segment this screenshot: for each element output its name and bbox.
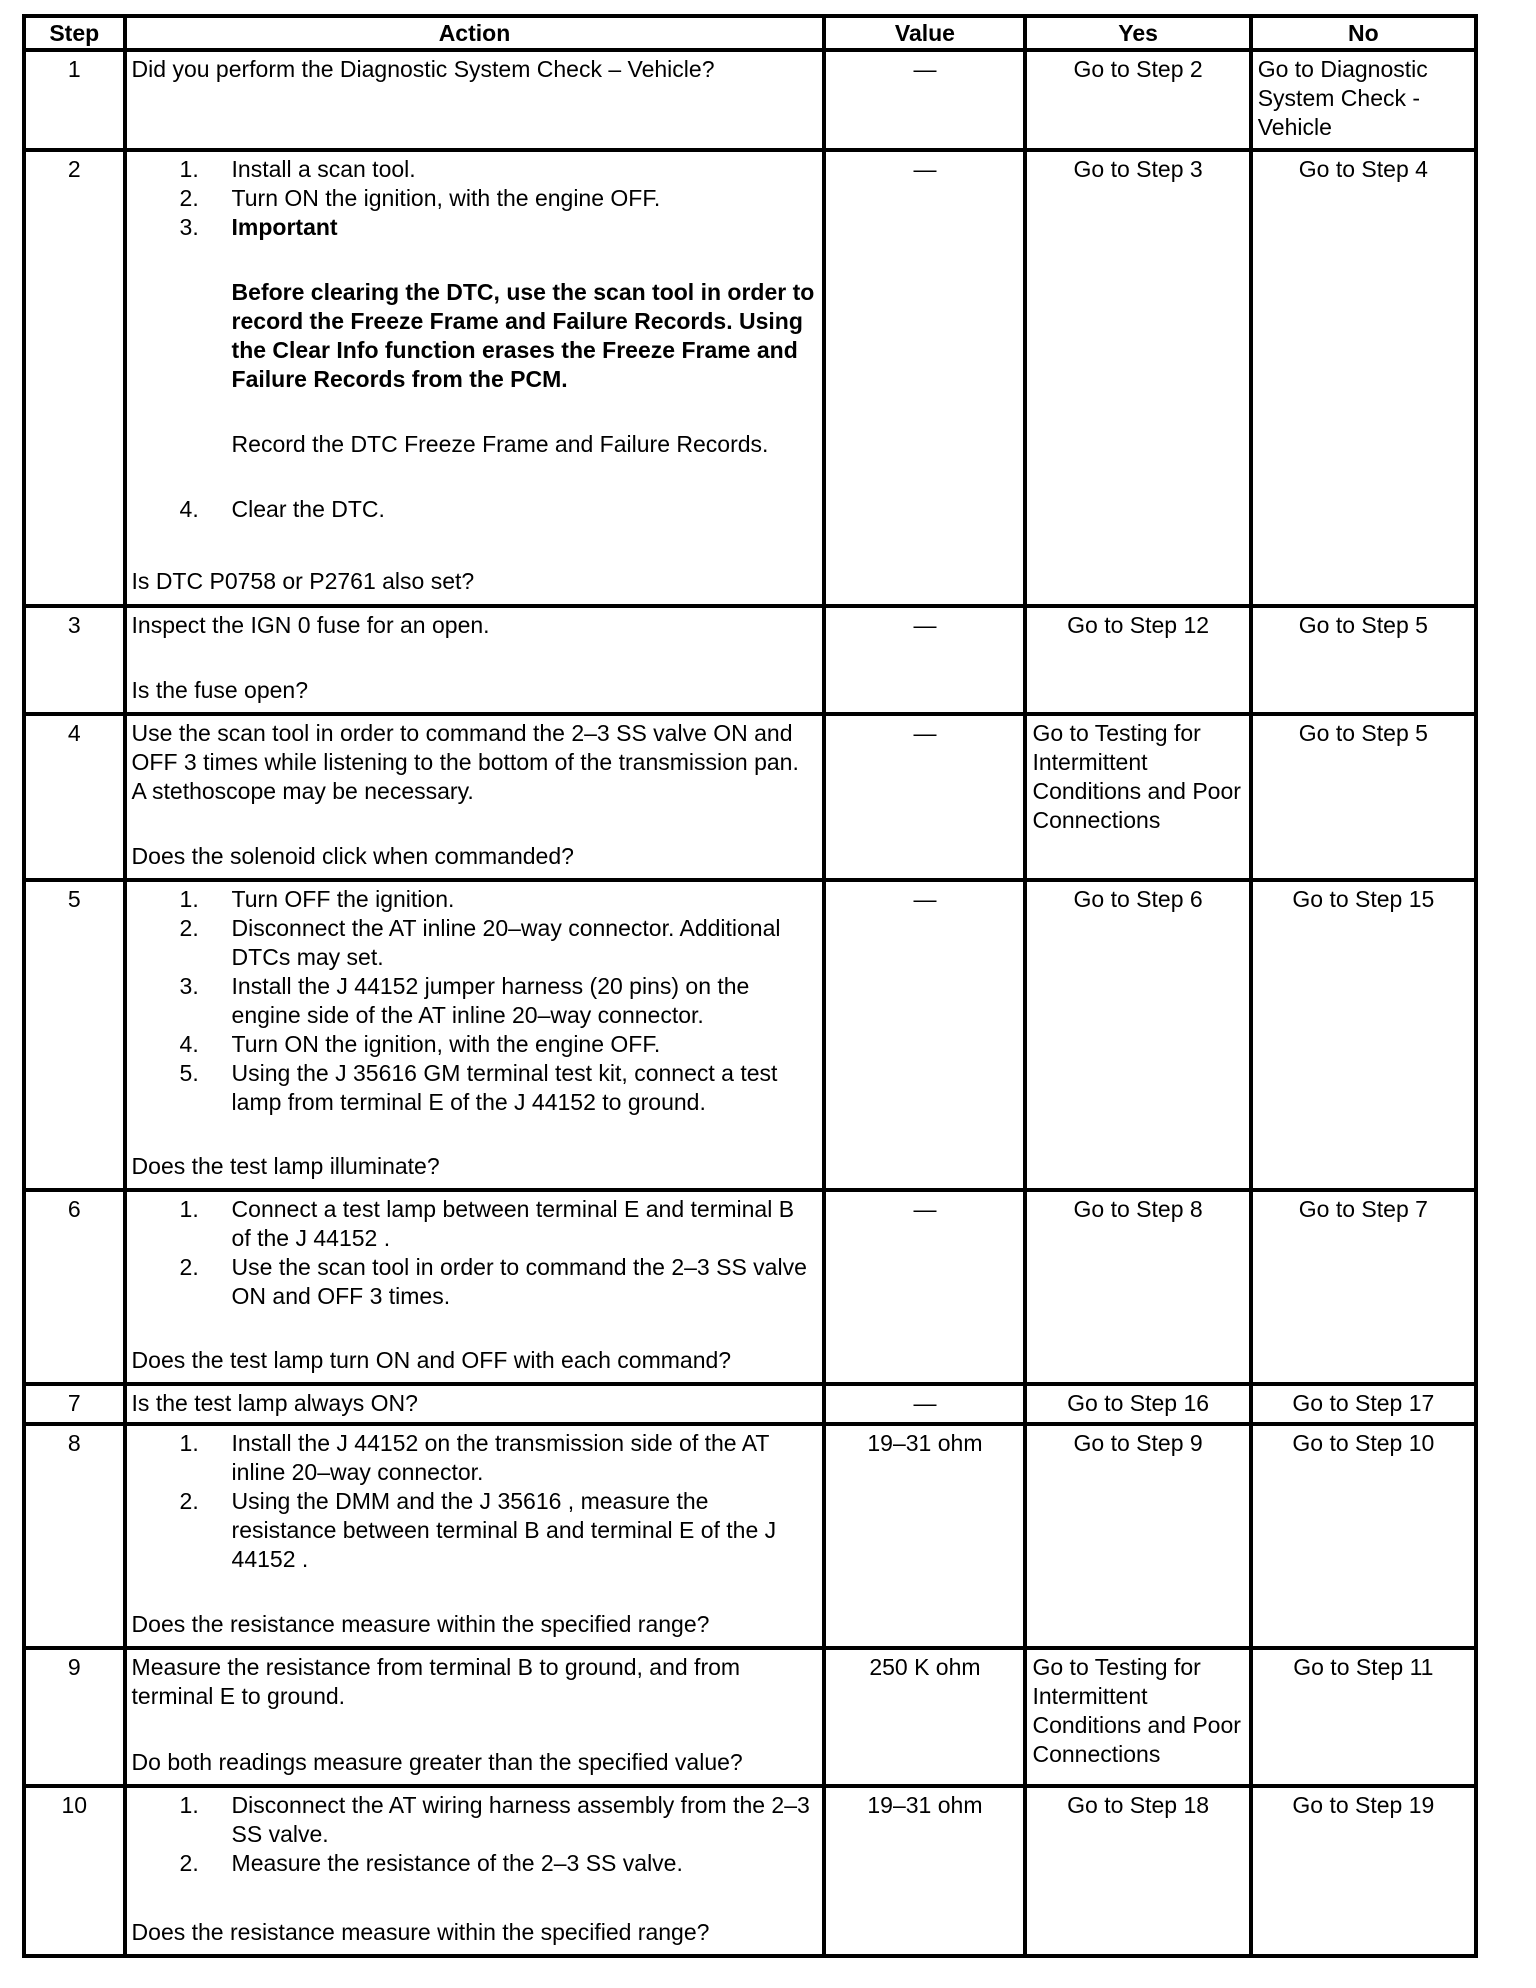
list-item: 2. Disconnect the AT inline 20–way connector. Additional DTCs may set. xyxy=(179,915,781,970)
action-text: Is the test lamp always ON? xyxy=(125,1384,825,1424)
step-number: 5 xyxy=(24,880,125,1190)
list-item: 1. Turn OFF the ignition. xyxy=(179,886,455,912)
action-steps xyxy=(132,885,818,1117)
no-cell: Go to Step 5 xyxy=(1251,606,1476,714)
list-item: 4. Clear the DTC. xyxy=(179,496,385,522)
action-cell xyxy=(125,880,825,1190)
table-row xyxy=(24,1648,1476,1786)
action-text: Did you perform the Diagnostic System Check – Vehicle? xyxy=(125,50,825,150)
step-number: 10 xyxy=(24,1786,125,1956)
no-cell: Go to Step 4 xyxy=(1251,150,1476,606)
list-item: 3. Important Before clearing the DTC, use the scan tool in order to record the Freeze Frame and Failure Records. Using the Clear Info function erases the Freeze Frame and Failure Records from the PCM. Record the DTC Freeze Frame and Failure Records. xyxy=(132,213,818,459)
action-steps xyxy=(132,1791,818,1878)
action-cell xyxy=(125,150,825,606)
step-number: 7 xyxy=(24,1384,125,1424)
no-cell: Go to Step 19 xyxy=(1251,1786,1476,1956)
table-row xyxy=(24,880,1476,1190)
table-row xyxy=(24,1190,1476,1384)
action-question: Is DTC P0758 or P2761 also set? xyxy=(131,568,475,594)
list-item: 3. Install the J 44152 jumper harness (20 pins) on the engine side of the AT inline 20–way connector. xyxy=(179,973,750,1028)
value-cell: — xyxy=(824,606,1025,714)
table-row xyxy=(24,1786,1476,1956)
action-cell xyxy=(125,1786,825,1956)
value-cell: 250 K ohm xyxy=(824,1648,1025,1786)
list-item: 2. Use the scan tool in order to command the 2–3 SS valve ON and OFF 3 times. xyxy=(179,1254,807,1309)
list-item: 4. Turn ON the ignition, with the engine OFF. xyxy=(179,1031,661,1057)
header-row xyxy=(24,16,1476,50)
list-item: 1. Install the J 44152 on the transmission side of the AT inline 20–way connector. xyxy=(179,1430,769,1485)
yes-cell: Go to Testing for Intermittent Conditions and Poor Connections xyxy=(1025,714,1250,880)
header-step: Step xyxy=(24,16,125,50)
table-row xyxy=(24,714,1476,880)
action-cell xyxy=(125,1648,825,1786)
table-row xyxy=(24,50,1476,150)
step-number: 3 xyxy=(24,606,125,714)
step-number: 8 xyxy=(24,1424,125,1648)
step-number: 1 xyxy=(24,50,125,150)
step-number: 6 xyxy=(24,1190,125,1384)
value-cell: 19–31 ohm xyxy=(824,1786,1025,1956)
no-cell: Go to Diagnostic System Check - Vehicle xyxy=(1251,50,1476,150)
diagnostic-table xyxy=(22,14,1478,1958)
no-cell: Go to Step 11 xyxy=(1251,1648,1476,1786)
list-item: 2. Turn ON the ignition, with the engine OFF. xyxy=(179,185,661,211)
list-item: 2. Measure the resistance of the 2–3 SS valve. xyxy=(179,1850,683,1876)
header-yes: Yes xyxy=(1025,16,1250,50)
value-cell: — xyxy=(824,1384,1025,1424)
no-cell: Go to Step 5 xyxy=(1251,714,1476,880)
action-question: Does the solenoid click when commanded? xyxy=(131,843,574,869)
table-row xyxy=(24,1384,1476,1424)
action-steps xyxy=(132,1195,818,1311)
list-item: 1. Disconnect the AT wiring harness assembly from the 2–3 SS valve. xyxy=(179,1792,810,1847)
action-cell xyxy=(125,1190,825,1384)
action-steps xyxy=(132,1429,818,1574)
no-cell: Go to Step 7 xyxy=(1251,1190,1476,1384)
yes-cell: Go to Step 16 xyxy=(1025,1384,1250,1424)
value-cell: — xyxy=(824,714,1025,880)
action-text: Measure the resistance from terminal B to ground, and from terminal E to ground. xyxy=(131,1654,741,1709)
action-question: Does the resistance measure within the specified range? xyxy=(131,1611,710,1637)
step-number: 4 xyxy=(24,714,125,880)
action-text: Use the scan tool in order to command the 2–3 SS valve ON and OFF 3 times while listening to the bottom of the transmission pan. A stethoscope may be necessary. xyxy=(131,720,799,804)
list-item: 2. Using the DMM and the J 35616 , measure the resistance between terminal B and terminal E of the J 44152 . xyxy=(179,1488,777,1572)
action-steps xyxy=(132,155,818,524)
yes-cell: Go to Step 6 xyxy=(1025,880,1250,1190)
header-no: No xyxy=(1251,16,1476,50)
table-row xyxy=(24,150,1476,606)
yes-cell: Go to Step 3 xyxy=(1025,150,1250,606)
value-cell: — xyxy=(824,1190,1025,1384)
yes-cell: Go to Step 8 xyxy=(1025,1190,1250,1384)
header-value: Value xyxy=(824,16,1025,50)
list-item: 5. Using the J 35616 GM terminal test kit, connect a test lamp from terminal E of the J 44152 to ground. xyxy=(179,1060,778,1115)
table-row xyxy=(24,1424,1476,1648)
value-cell: — xyxy=(824,50,1025,150)
step-number: 2 xyxy=(24,150,125,606)
action-question: Do both readings measure greater than the specified value? xyxy=(131,1749,743,1775)
action-question: Does the test lamp turn ON and OFF with each command? xyxy=(131,1347,732,1373)
value-cell: 19–31 ohm xyxy=(824,1424,1025,1648)
important-record: Record the DTC Freeze Frame and Failure Records. xyxy=(231,431,769,457)
no-cell: Go to Step 15 xyxy=(1251,880,1476,1190)
action-question: Is the fuse open? xyxy=(131,677,309,703)
yes-cell: Go to Step 9 xyxy=(1025,1424,1250,1648)
action-text: Inspect the IGN 0 fuse for an open. xyxy=(131,612,490,638)
action-question: Does the test lamp illuminate? xyxy=(131,1153,440,1179)
action-question: Does the resistance measure within the specified range? xyxy=(131,1919,710,1945)
value-cell: — xyxy=(824,880,1025,1190)
no-cell: Go to Step 10 xyxy=(1251,1424,1476,1648)
yes-cell: Go to Step 2 xyxy=(1025,50,1250,150)
yes-cell: Go to Step 18 xyxy=(1025,1786,1250,1956)
action-cell xyxy=(125,714,825,880)
yes-cell: Go to Step 12 xyxy=(1025,606,1250,714)
header-action: Action xyxy=(125,16,825,50)
action-cell xyxy=(125,1424,825,1648)
list-item: 1. Install a scan tool. xyxy=(179,156,416,182)
important-note: Before clearing the DTC, use the scan tool in order to record the Freeze Frame and Failure Records. Using the Clear Info function erases the Freeze Frame and Failure Records from the PCM. xyxy=(231,279,815,392)
no-cell: Go to Step 17 xyxy=(1251,1384,1476,1424)
step-number: 9 xyxy=(24,1648,125,1786)
value-cell: — xyxy=(824,150,1025,606)
yes-cell: Go to Testing for Intermittent Conditions and Poor Connections xyxy=(1025,1648,1250,1786)
list-item: 1. Connect a test lamp between terminal E and terminal B of the J 44152 . xyxy=(179,1196,795,1251)
action-cell xyxy=(125,606,825,714)
table-row xyxy=(24,606,1476,714)
